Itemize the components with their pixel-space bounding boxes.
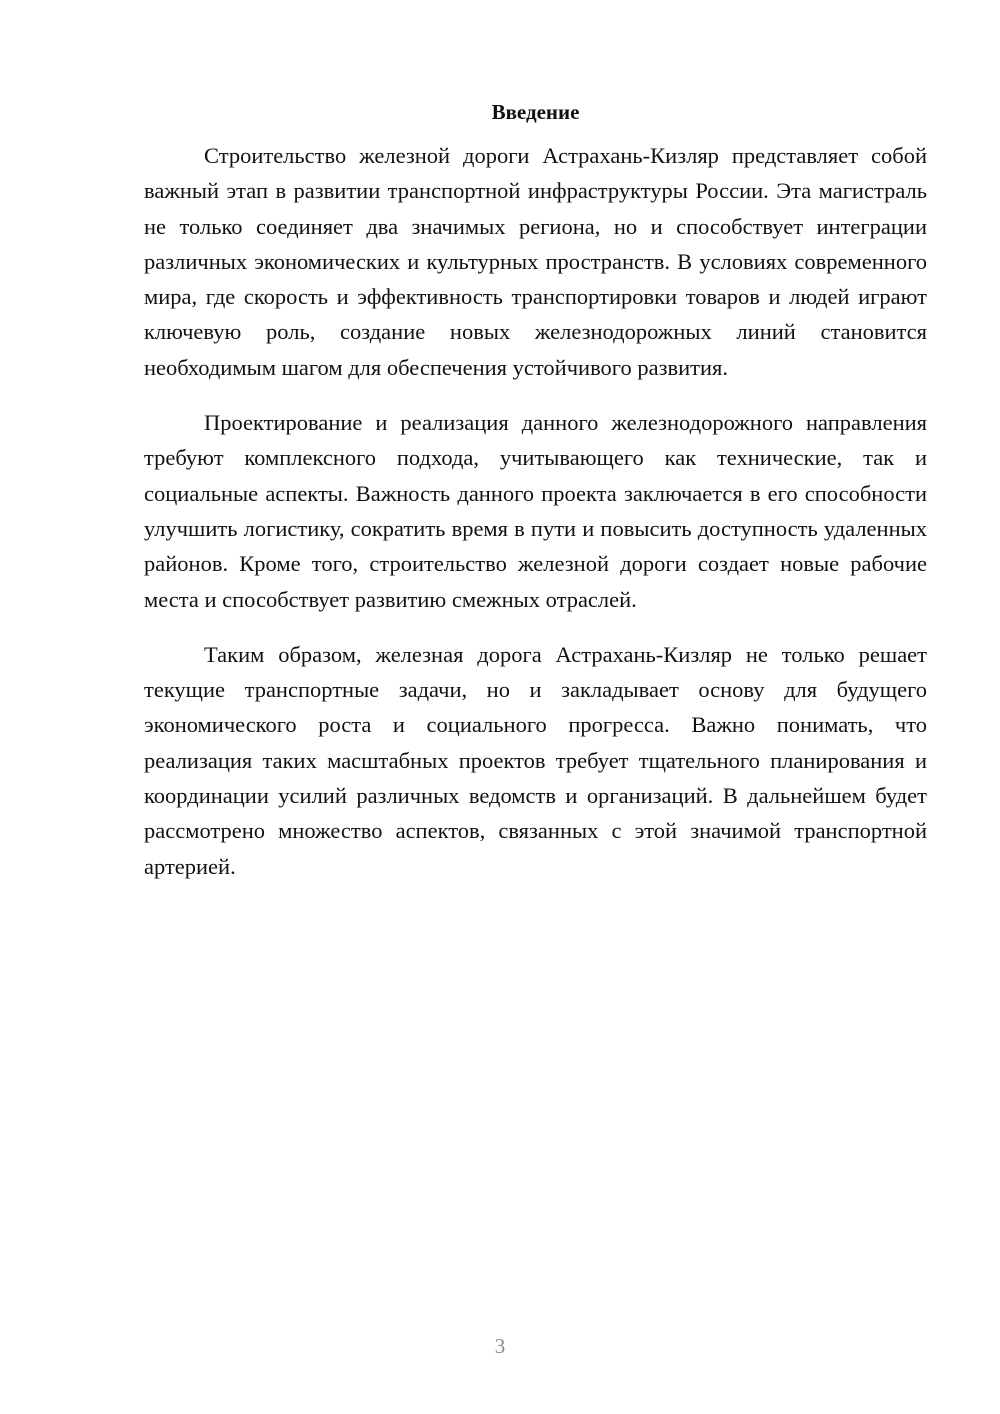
page-number: 3 xyxy=(494,1334,506,1358)
paragraph-3: Таким образом, железная дорога Астрахань-Кизляр не только решает текущие транспортные задачи, но и закладывает основу для будущего экономического роста и социального прогресса. Важно понимать, что реализация таких масштабных проектов требует тщательного планирования и координации усилий различных ведомств и организаций. В дальнейшем будет рассмотрено множество аспектов, связанных с этой значимой транспортной артерией. xyxy=(144,641,927,879)
paragraph-2: Проектирование и реализация данного железнодорожного направления требуют комплексного подхода, учитывающего как технические, так и социальные аспекты. Важность данного проекта заключается в его способности улучшить логистику, сократить время в пути и повысить доступность удаленных районов. Кроме того, строительство железной дороги создает новые рабочие места и способствует развитию смежных отраслей. xyxy=(144,410,927,612)
section-title: Введение xyxy=(491,100,580,124)
page-content xyxy=(144,96,927,904)
paragraph-1: Строительство железной дороги Астрахань-Кизляр представляет собой важный этап в развитии транспортной инфраструктуры России. Эта магистраль не только соединяет два значимых региона, но и способствует интеграции различных экономических и культурных пространств. В условиях современного мира, где скорость и эффективность транспортировки товаров и людей играют ключевую роль, создание новых железнодорожных линий становится необходимым шагом для обеспечения устойчивого развития. xyxy=(144,143,927,380)
